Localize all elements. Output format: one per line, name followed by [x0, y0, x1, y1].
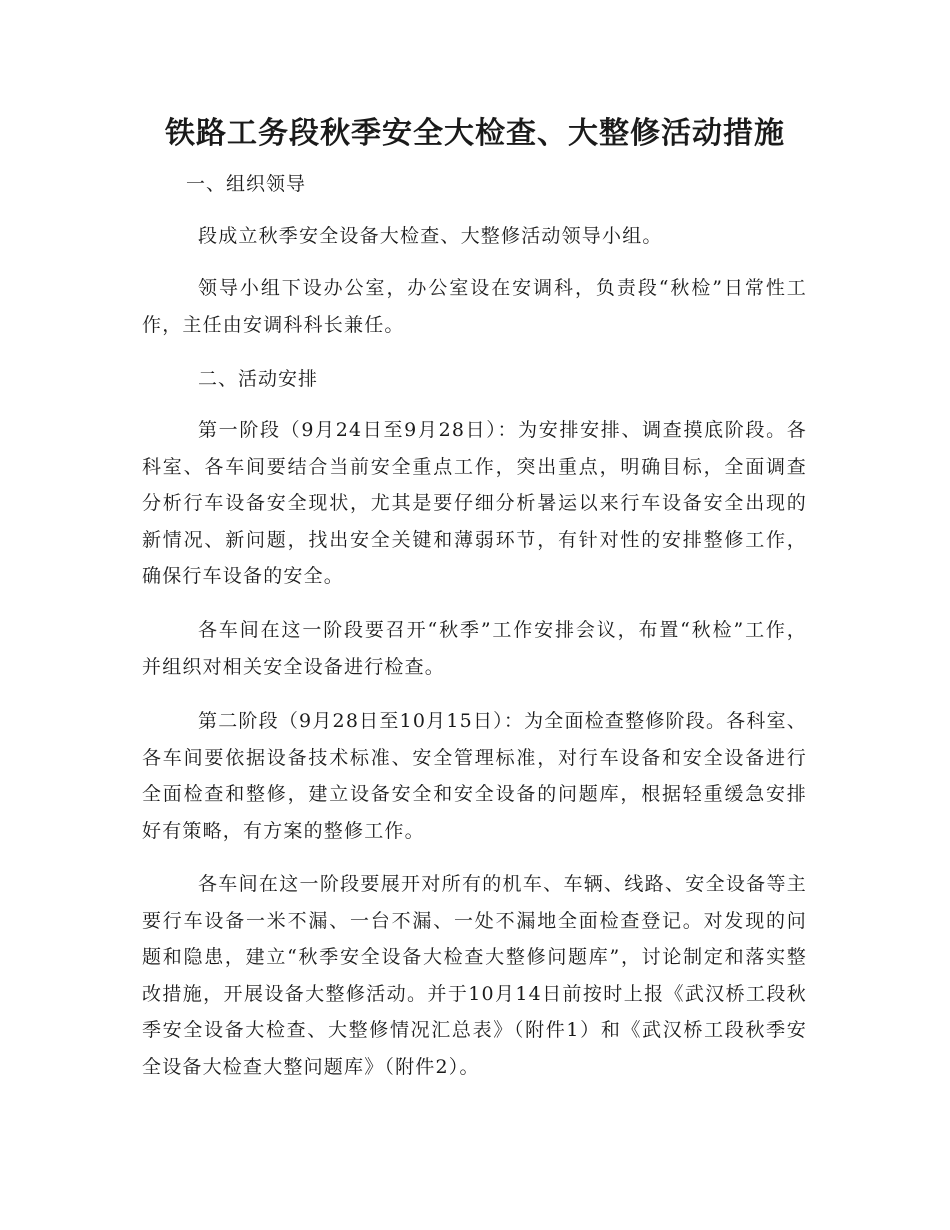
paragraph-phase-two: 第二阶段（9月28日至10月15日）：为全面检查整修阶段。各科室、各车间要依据设备技术标准、安全管理标准，对行车设备和安全设备进行全面检查和整修，建立设备安全和安全设备的问题库，根据轻重缓急安排好有策略，有方案的整修工作。: [142, 710, 807, 842]
section-heading-schedule: 二、活动安排: [198, 368, 319, 390]
paragraph-phase-one-workshops: 各车间在这一阶段要召开“秋季”工作安排会议，布置“秋检”工作，并组织对相关安全设备进行检查。: [142, 619, 807, 678]
document-title: 铁路工务段秋季安全大检查、大整修活动措施: [165, 116, 785, 151]
section-heading-organization: 一、组织领导: [186, 173, 307, 195]
paragraph-phase-two-workshops: 各车间在这一阶段要展开对所有的机车、车辆、线路、安全设备等主要行车设备一米不漏、一台不漏、一处不漏地全面检查登记。对发现的问题和隐患，建立“秋季安全设备大检查大整修问题库”，讨论制定和落实整改措施，开展设备大整修活动。并于10月14日前按时上报《武汉桥工段秋季安全设备大检查、大整修情况汇总表》（附件1）和《武汉桥工段秋季安全设备大检查大整问题库》（附件2）。: [142, 873, 807, 1078]
paragraph-phase-one: 第一阶段（9月24日至9月28日）：为安排安排、调查摸底阶段。各科室、各车间要结合当前安全重点工作，突出重点，明确目标，全面调查分析行车设备安全现状，尤其是要仔细分析暑运以来行车设备安全出现的新情况、新问题，找出安全关键和薄弱环节，有针对性的安排整修工作，确保行车设备的安全。: [142, 419, 807, 587]
paragraph-leading-group: 段成立秋季安全设备大检查、大整修活动领导小组。: [198, 225, 663, 247]
paragraph-office: 领导小组下设办公室，办公室设在安调科，负责段“秋检”日常性工作，主任由安调科科长兼任。: [142, 277, 807, 336]
